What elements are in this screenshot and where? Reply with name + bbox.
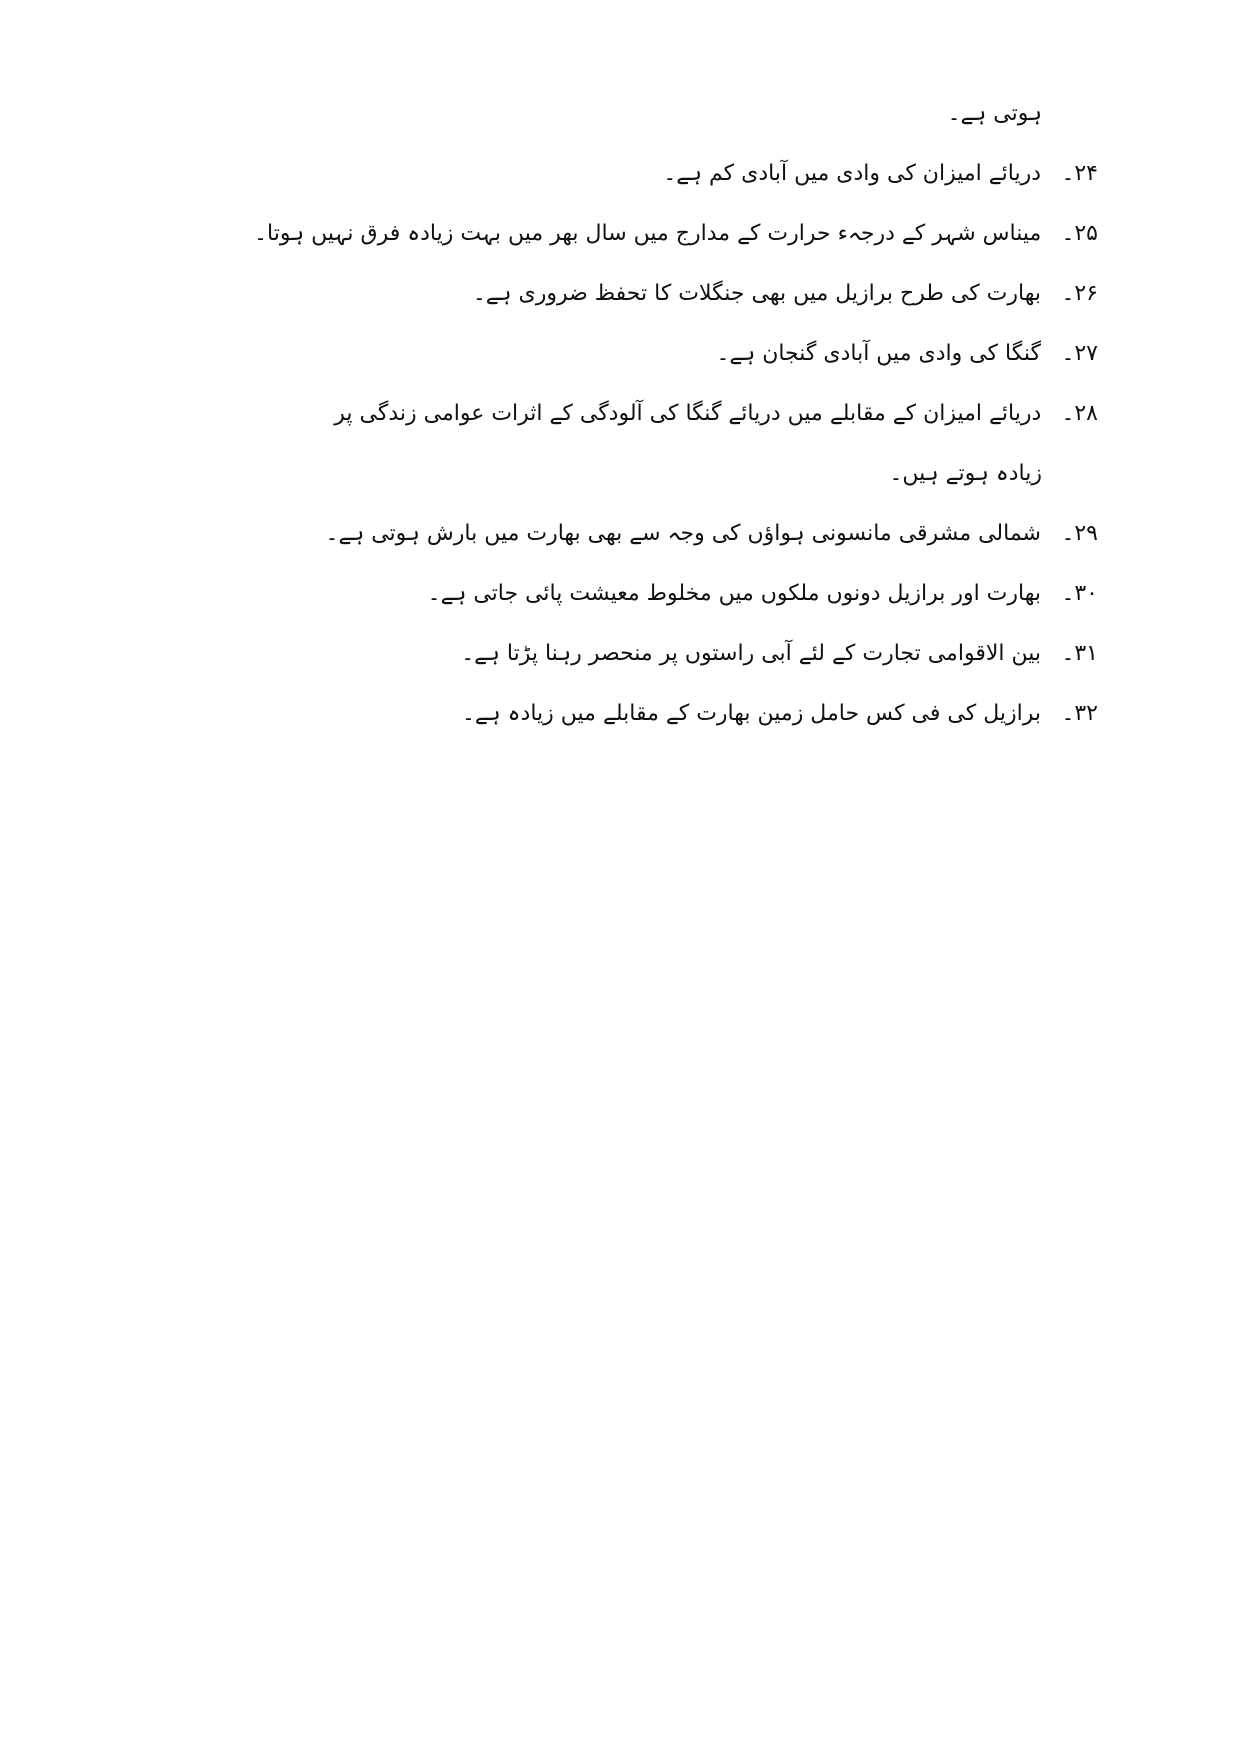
statement-24 <box>338 144 1098 204</box>
statement-28 <box>334 384 1098 444</box>
statement-number: ۲۵۔ <box>1061 221 1098 246</box>
statement-list <box>254 84 1098 744</box>
statement-number: ۳۲۔ <box>1061 701 1098 726</box>
statement-25 <box>254 204 1098 264</box>
statement-28-continuation <box>338 444 1098 504</box>
statement-text: بین الاقوامی تجارت کے لئے آبی راستوں پر منحصر رہنا پڑتا ہے۔ <box>461 641 1041 666</box>
statement-text: شمالی مشرقی مانسونی ہواؤں کی وجہ سے بھی بھارت میں بارش ہوتی ہے۔ <box>325 521 1041 546</box>
statement-continuation <box>338 84 1098 144</box>
statement-29 <box>325 504 1098 564</box>
statement-number: ۲۸۔ <box>1061 401 1098 426</box>
statement-26 <box>338 264 1098 324</box>
statement-text: ہوتی ہے۔ <box>947 101 1042 126</box>
statement-number: ۲۶۔ <box>1061 281 1098 306</box>
statement-text: دریائے امیزان کی وادی میں آبادی کم ہے۔ <box>663 161 1041 186</box>
statement-number: ۲۴۔ <box>1061 161 1098 186</box>
statement-text: میناس شہر کے درجہء حرارت کے مدارج میں سال بھر میں بہت زیادہ فرق نہیں ہوتا۔ <box>254 221 1042 246</box>
statement-text: دریائے امیزان کے مقابلے میں دریائے گنگا کی آلودگی کے اثرات عوامی زندگی پر <box>334 401 1042 426</box>
statement-text: بھارت اور برازیل دونوں ملکوں میں مخلوط معیشت پائی جاتی ہے۔ <box>427 581 1041 606</box>
statement-text: بھارت کی طرح برازیل میں بھی جنگلات کا تحفظ ضروری ہے۔ <box>472 281 1041 306</box>
statement-32 <box>338 684 1098 744</box>
statement-number: ۲۹۔ <box>1061 521 1098 546</box>
statement-number: ۳۰۔ <box>1061 581 1098 606</box>
statement-text: برازیل کی فی کس حامل زمین بھارت کے مقابلے میں زیادہ ہے۔ <box>462 701 1041 726</box>
statement-text: زیادہ ہوتے ہیں۔ <box>889 461 1042 486</box>
statement-31 <box>338 624 1098 684</box>
statement-number: ۳۱۔ <box>1061 641 1098 666</box>
statement-30 <box>338 564 1098 624</box>
statement-text: گنگا کی وادی میں آبادی گنجان ہے۔ <box>716 341 1041 366</box>
statement-number: ۲۷۔ <box>1061 341 1098 366</box>
statement-27 <box>338 324 1098 384</box>
